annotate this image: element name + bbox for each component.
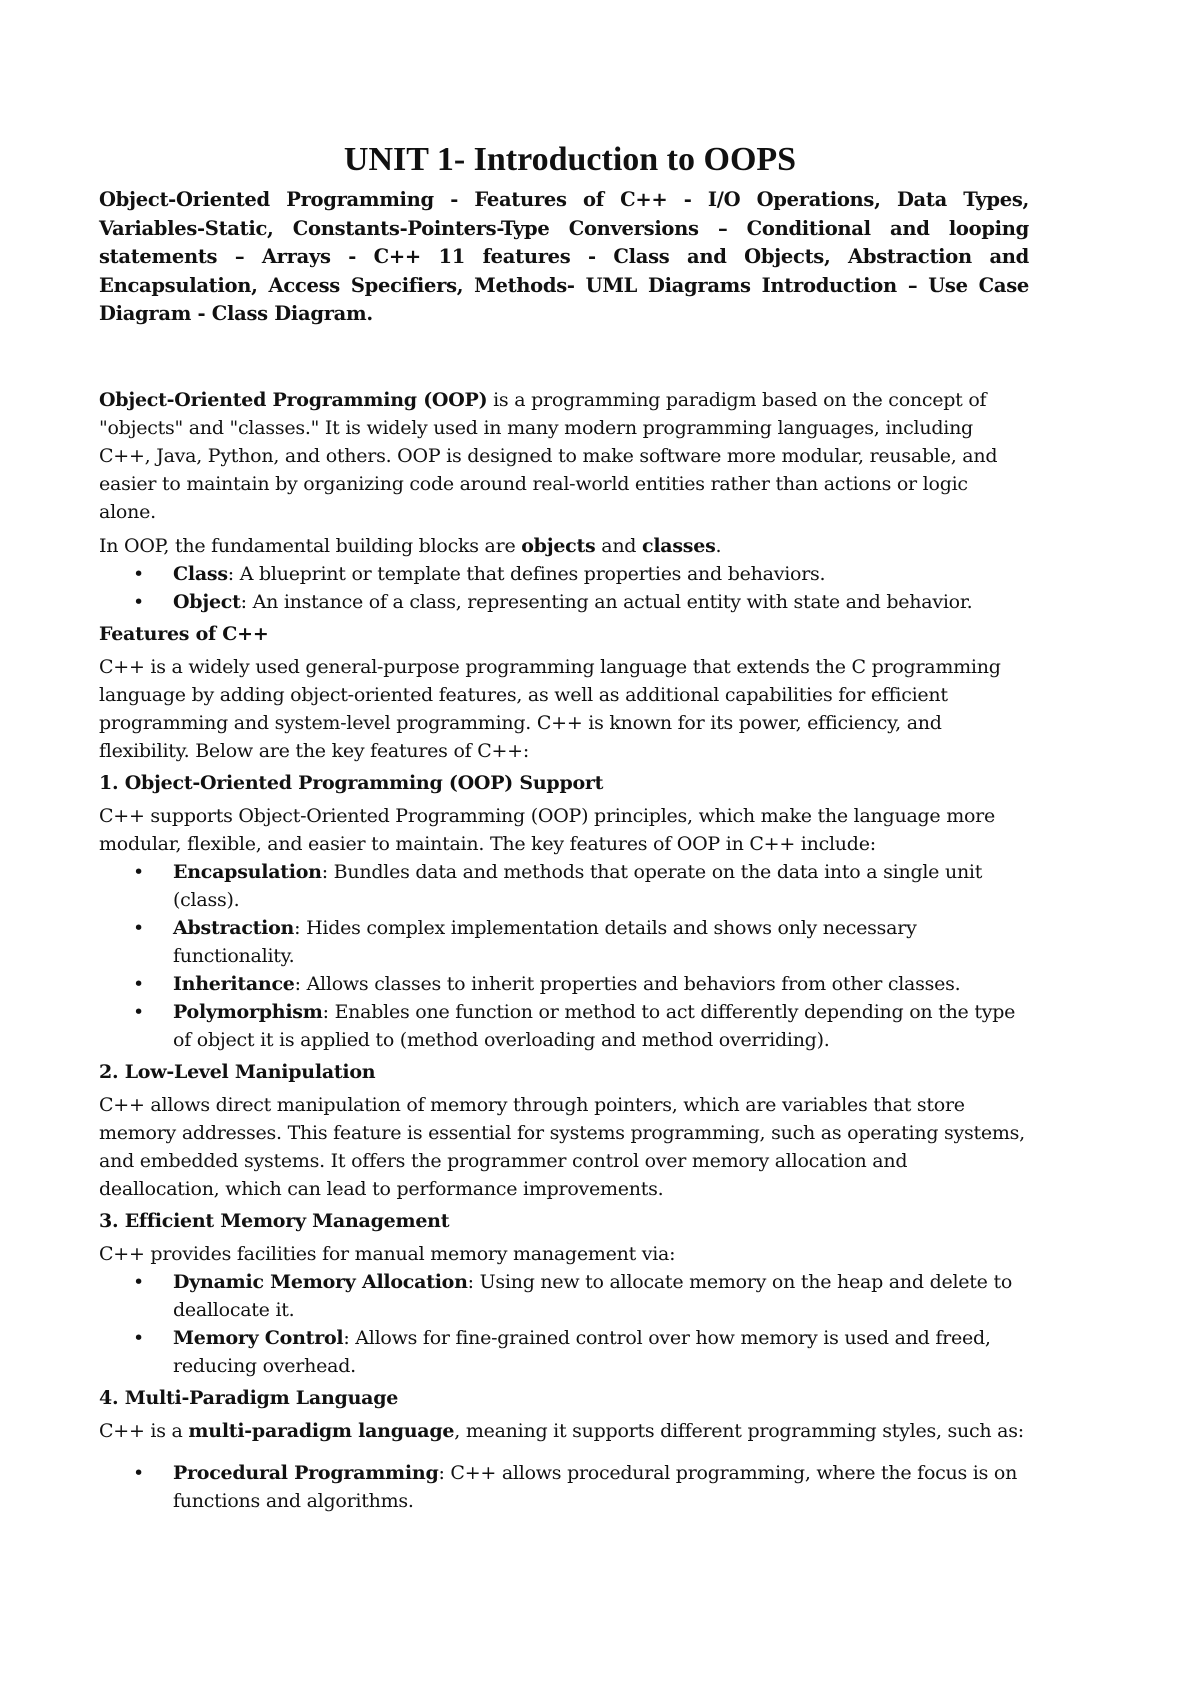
bullet-icon: • [133,973,144,995]
section-4-post: , meaning it supports different programming styles, such as: [454,1420,1024,1442]
item-term: Polymorphism [173,1001,323,1023]
paradigm-list [99,1459,1029,1515]
item-term: Inheritance [173,973,295,995]
item-term: Class [173,563,228,585]
bullet-icon: • [133,563,144,585]
section-2-heading: 2. Low-Level Manipulation [99,1061,376,1083]
building-blocks-paragraph [99,532,1029,560]
bullet-icon: • [133,1271,144,1293]
features-heading: Features of C++ [99,623,269,645]
section-3-heading: 3. Efficient Memory Management [99,1210,450,1232]
section-4-bold: multi-paradigm language [188,1420,455,1442]
list-item [99,1324,1029,1380]
intro-lead: Object-Oriented Programming (OOP) [99,389,488,411]
bullet-icon: • [133,1462,144,1484]
item-desc: : Using new to allocate memory on the heap and delete to deallocate it. [173,1271,1013,1321]
blocks-end: . [715,535,722,557]
section-2-text: C++ allows direct manipulation of memory through pointers, which are variables that store memory addresses. This feature is essential for systems programming, such as operating systems, and embedded systems. It offers the programmer control over memory allocation and deallocation, which can lead to performance improvements. [99,1094,1025,1200]
item-term: Procedural Programming [173,1462,439,1484]
blocks-classes: classes [642,535,716,557]
item-desc: : C++ allows procedural programming, where the focus is on functions and algorithms. [173,1462,1018,1512]
bullet-icon: • [133,1001,144,1023]
section-1-heading: 1. Object-Oriented Programming (OOP) Support [99,772,604,794]
oop-concepts-list [99,560,1029,616]
bullet-icon: • [133,1327,144,1349]
item-desc: : Hides complex implementation details and shows only necessary functionality. [173,917,917,967]
intro-text: is a programming paradigm based on the concept of "objects" and "classes." It is widely used in many modern programming languages, including C++, Java, Python, and others. OOP is designed to make software more modular, reusable, and easier to maintain by organizing code around real-world entities rather than actions or logic alone. [99,389,998,523]
list-item [99,588,1029,616]
item-desc: : Enables one function or method to act differently depending on the type of object it is applied to (method overloading and method overriding). [173,1001,1016,1051]
syllabus-summary: Object-Oriented Programming - Features of C++ - I/O Operations, Data Types, Variables-Static, Constants-Pointers-Type Conversions – Conditional and looping statements – Arrays - C++ 11 features - Class and Objects, Abstraction and Encapsulation, Access Specifiers, Methods- UML Diagrams Introduction – Use Case Diagram - Class Diagram. [99,188,1029,325]
features-intro-paragraph: C++ is a widely used general-purpose programming language that extends the C programming language by adding object-oriented features, as well as additional capabilities for efficient programming and system-level programming. C++ is known for its power, efficiency, and flexibility. Below are the key features of C++: [99,656,1001,762]
item-term: Dynamic Memory Allocation [173,1271,468,1293]
item-term: Encapsulation [173,861,322,883]
section-4-text [99,1417,1029,1445]
document-page [99,138,1029,1519]
list-item [99,914,1029,970]
item-desc: : A blueprint or template that defines properties and behaviors. [227,563,826,585]
blocks-objects: objects [521,535,596,557]
blocks-and: and [595,535,643,557]
list-item [99,560,1029,588]
item-term: Memory Control [173,1327,344,1349]
oop-features-list [99,858,1029,1054]
page-title: UNIT 1- Introduction to OOPS [343,141,797,178]
bullet-icon: • [133,917,144,939]
blocks-pre: In OOP, the fundamental building blocks are [99,535,522,557]
section-4-pre: C++ is a [99,1420,189,1442]
intro-paragraph [99,386,1029,526]
bullet-icon: • [133,591,144,613]
item-desc: : Bundles data and methods that operate on the data into a single unit (class). [173,861,983,911]
section-1-text: C++ supports Object-Oriented Programming (OOP) principles, which make the language more modular, flexible, and easier to maintain. The key features of OOP in C++ include: [99,805,996,855]
bullet-icon: • [133,861,144,883]
section-4-heading: 4. Multi-Paradigm Language [99,1387,399,1409]
memory-features-list [99,1268,1029,1380]
item-term: Abstraction [173,917,295,939]
item-desc: : An instance of a class, representing an actual entity with state and behavior. [240,591,973,613]
list-item [99,858,1029,914]
list-item [99,998,1029,1054]
item-term: Object [173,591,241,613]
list-item [99,1459,1029,1515]
item-desc: : Allows for fine-grained control over how memory is used and freed, reducing overhead. [173,1327,991,1377]
list-item [99,1268,1029,1324]
section-3-text: C++ provides facilities for manual memory management via: [99,1243,676,1265]
list-item [99,970,1029,998]
item-desc: : Allows classes to inherit properties and behaviors from other classes. [294,973,961,995]
